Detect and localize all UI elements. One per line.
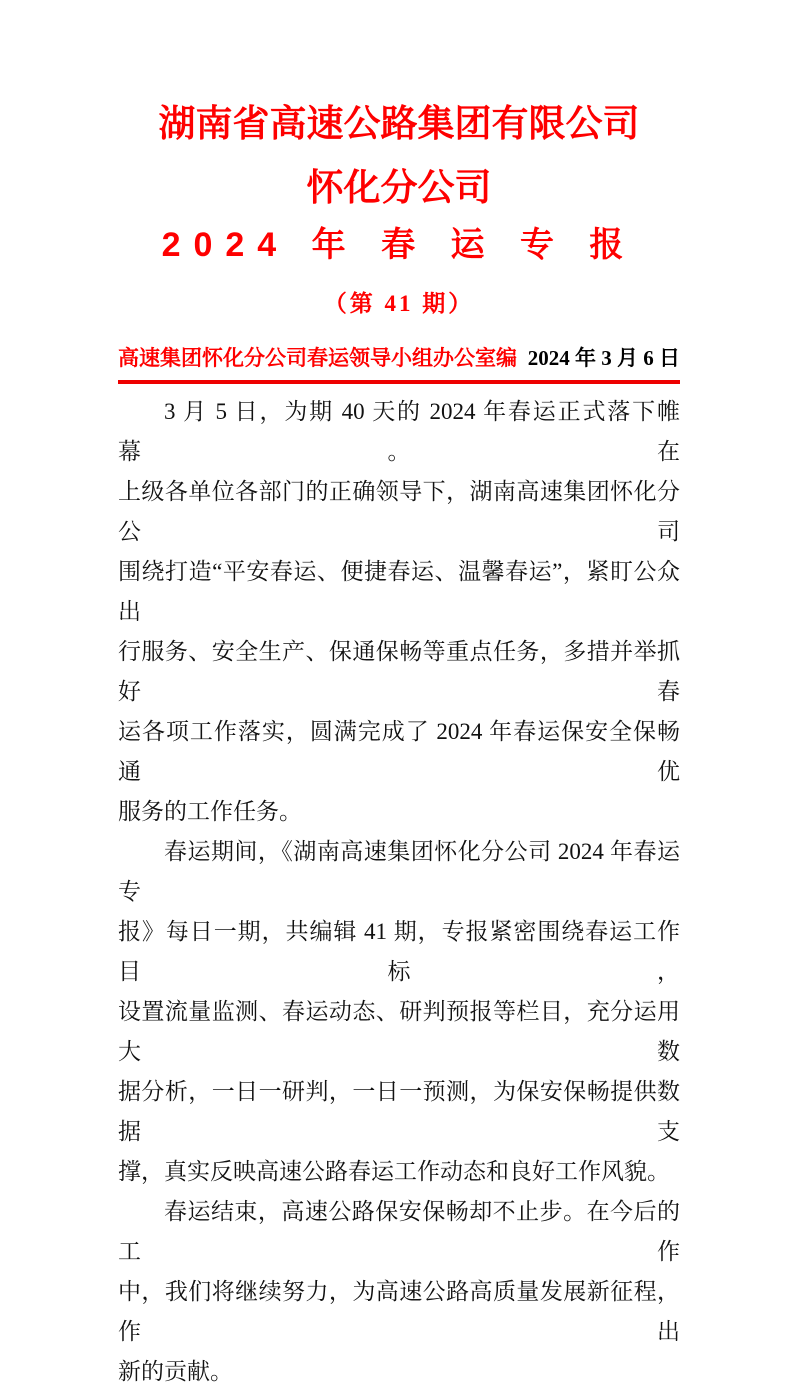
text-line: 中，我们将继续努力，为高速公路高质量发展新征程，作出 [118, 1278, 680, 1344]
text-line: 围绕打造“平安春运、便捷春运、温馨春运”，紧盯公众出 [118, 558, 680, 624]
text-line: 运各项工作落实，圆满完成了 2024 年春运保安全保畅通优 [118, 718, 680, 784]
issue-date: 2024 年 3 月 6 日 [527, 345, 680, 370]
body-paragraph-2 [118, 832, 680, 1192]
text-line: 3 月 5 日，为期 40 天的 2024 年春运正式落下帷幕。在 [118, 398, 680, 464]
org-name-line-1: 湖南省高速公路集团有限公司 [158, 103, 640, 144]
text-line: 行服务、安全生产、保通保畅等重点任务，多措并举抓好春 [118, 638, 680, 704]
issue-number: （第 41 期） [323, 290, 475, 316]
text-line: 撑，真实反映高速公路春运工作动态和良好工作风貌。 [118, 1158, 670, 1184]
report-title: 2024 年 春 运 专 报 [161, 225, 637, 264]
text-line: 据分析，一日一研判，一日一预测，为保安保畅提供数据支 [118, 1078, 680, 1144]
body-paragraph-3 [118, 1192, 680, 1392]
byline [118, 342, 680, 384]
byline-editor: 高速集团怀化分公司春运领导小组办公室编 [118, 346, 517, 370]
text-line: 服务的工作任务。 [118, 798, 302, 824]
report-masthead [118, 104, 680, 316]
report-body [118, 392, 680, 1392]
body-paragraph-1 [118, 392, 680, 832]
text-line: 新的贡献。 [118, 1358, 233, 1384]
text-line: 设置流量监测、春运动态、研判预报等栏目，充分运用大数 [118, 998, 680, 1064]
text-line: 报》每日一期，共编辑 41 期，专报紧密围绕春运工作目标， [118, 918, 680, 984]
org-name-line-2: 怀化分公司 [306, 166, 492, 208]
text-line: 上级各单位各部门的正确领导下，湖南高速集团怀化分公司 [118, 478, 680, 544]
text-line: 春运期间，《湖南高速集团怀化分公司 2024 年春运专 [118, 838, 680, 904]
text-line: 春运结束，高速公路保安保畅却不止步。在今后的工作 [118, 1198, 680, 1264]
